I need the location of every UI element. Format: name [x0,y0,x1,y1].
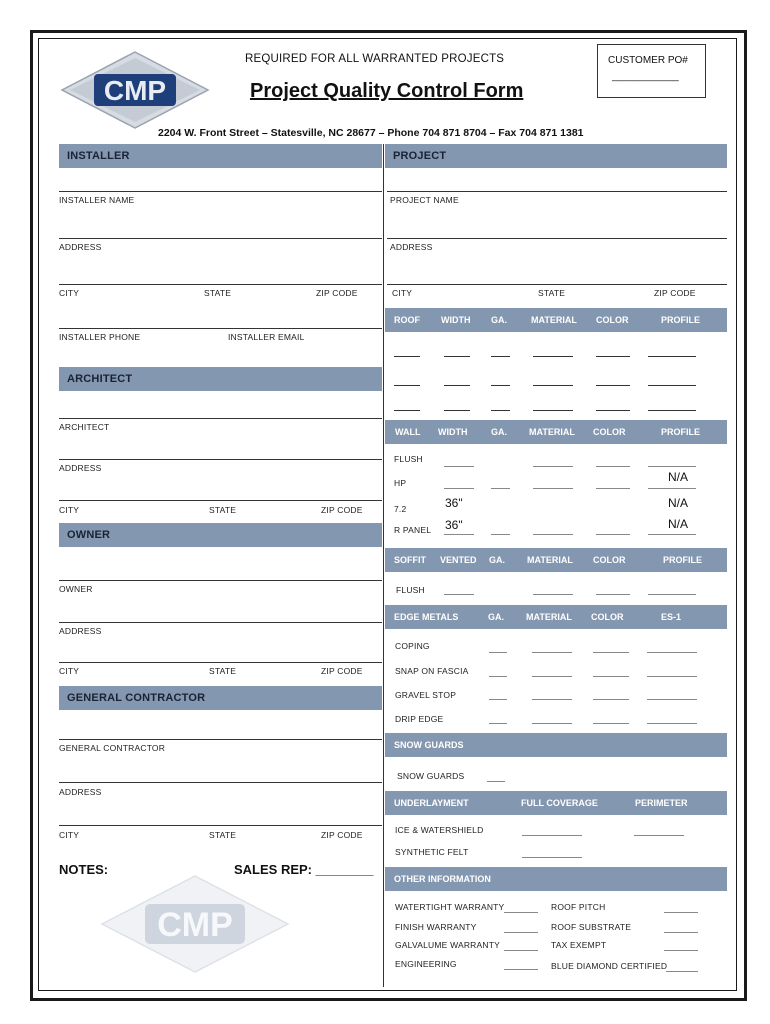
cmp-watermark-logo [100,874,290,974]
other-galvalume-warranty: GALVALUME WARRANTY [395,940,500,950]
svg-text:CMP: CMP [157,906,233,944]
wall-72-width-value: 36" [445,496,463,510]
wall-rpanel-width-value: 36" [445,518,463,532]
owner-state-label: STATE [209,666,237,676]
owner-zip-label: ZIP CODE [321,666,363,676]
wall-row-flush: FLUSH [394,454,423,464]
installer-zip-label: ZIP CODE [316,288,358,298]
edge-row-coping: COPING [395,641,430,651]
wall-hp-profile-value: N/A [668,470,689,484]
project-zip-label: ZIP CODE [654,288,696,298]
other-watertight-warranty: WATERTIGHT WARRANTY [395,902,505,912]
gc-city-label: CITY [59,830,80,840]
installer-email-label: INSTALLER EMAIL [228,332,305,342]
wall-row-hp: HP [394,478,407,488]
customer-po-box[interactable] [597,44,706,98]
installer-state-label: STATE [204,288,232,298]
address-line: 2204 W. Front Street – Statesville, NC 28677 – Phone 704 871 8704 – Fax 704 871 1381 [158,127,584,139]
other-information-header-bar: OTHER INFORMATION [385,867,727,891]
sales-rep-label: SALES REP: ________ [234,862,374,877]
roof-header-bar: ROOF WIDTH GA. MATERIAL COLOR PROFILE [385,308,727,332]
notes-label: NOTES: [59,862,109,877]
installer-name-label: INSTALLER NAME [59,195,135,205]
wall-header-bar: WALL WIDTH GA. MATERIAL COLOR PROFILE [385,420,727,444]
owner-address-label: ADDRESS [59,626,102,636]
other-finish-warranty: FINISH WARRANTY [395,922,477,932]
architect-section-bar: ARCHITECT [59,367,382,391]
page-title: Project Quality Control Form [250,80,524,102]
svg-text:CMP: CMP [103,75,167,106]
wall-72-profile-value: N/A [668,496,689,510]
gc-address-label: ADDRESS [59,787,102,797]
other-roof-substrate: ROOF SUBSTRATE [551,922,632,932]
gc-section-bar: GENERAL CONTRACTOR [59,686,382,710]
owner-section-bar: OWNER [59,523,382,547]
edge-row-gravel-stop: GRAVEL STOP [395,690,457,700]
gc-state-label: STATE [209,830,237,840]
other-blue-diamond-certified: BLUE DIAMOND CERTIFIED [551,961,668,971]
edge-row-snap-on-fascia: SNAP ON FASCIA [395,666,469,676]
snow-guards-header-bar: SNOW GUARDS [385,733,727,757]
underlayment-header-bar: UNDERLAYMENT FULL COVERAGE PERIMETER [385,791,727,815]
wall-row-rpanel: R PANEL [394,525,432,535]
project-name-label: PROJECT NAME [390,195,459,205]
page-border-inner [38,38,737,991]
gc-zip-label: ZIP CODE [321,830,363,840]
architect-zip-label: ZIP CODE [321,505,363,515]
architect-address-label: ADDRESS [59,463,102,473]
soffit-header-bar: SOFFIT VENTED GA. MATERIAL COLOR PROFILE [385,548,727,572]
installer-address-label: ADDRESS [59,242,102,252]
architect-city-label: CITY [59,505,80,515]
cmp-logo [60,50,210,130]
underlayment-row-synthetic-felt: SYNTHETIC FELT [395,847,469,857]
gc-label: GENERAL CONTRACTOR [59,743,166,753]
wall-row-72: 7.2 [394,504,407,514]
other-tax-exempt: TAX EXEMPT [551,940,607,950]
architect-label: ARCHITECT [59,422,110,432]
snow-guards-blank[interactable] [487,781,505,782]
wall-rpanel-profile-value: N/A [668,517,689,531]
installer-section-bar: INSTALLER [59,144,382,168]
project-state-label: STATE [538,288,566,298]
other-roof-pitch: ROOF PITCH [551,902,606,912]
snow-guards-row: SNOW GUARDS [397,771,465,781]
installer-phone-label: INSTALLER PHONE [59,332,141,342]
architect-state-label: STATE [209,505,237,515]
required-heading: REQUIRED FOR ALL WARRANTED PROJECTS [245,53,505,65]
underlayment-row-ice-watershield: ICE & WATERSHIELD [395,825,484,835]
project-section-bar: PROJECT [385,144,727,168]
soffit-row-flush: FLUSH [396,585,425,595]
other-engineering: ENGINEERING [395,959,457,969]
edge-row-drip-edge: DRIP EDGE [395,714,444,724]
owner-city-label: CITY [59,666,80,676]
installer-city-label: CITY [59,288,80,298]
edge-metals-header-bar: EDGE METALS GA. MATERIAL COLOR ES-1 [385,605,727,629]
project-address-label: ADDRESS [390,242,433,252]
customer-po-blank: ____________ [612,71,679,82]
customer-po-label: CUSTOMER PO# [608,55,688,66]
owner-label: OWNER [59,584,93,594]
project-city-label: CITY [392,288,413,298]
